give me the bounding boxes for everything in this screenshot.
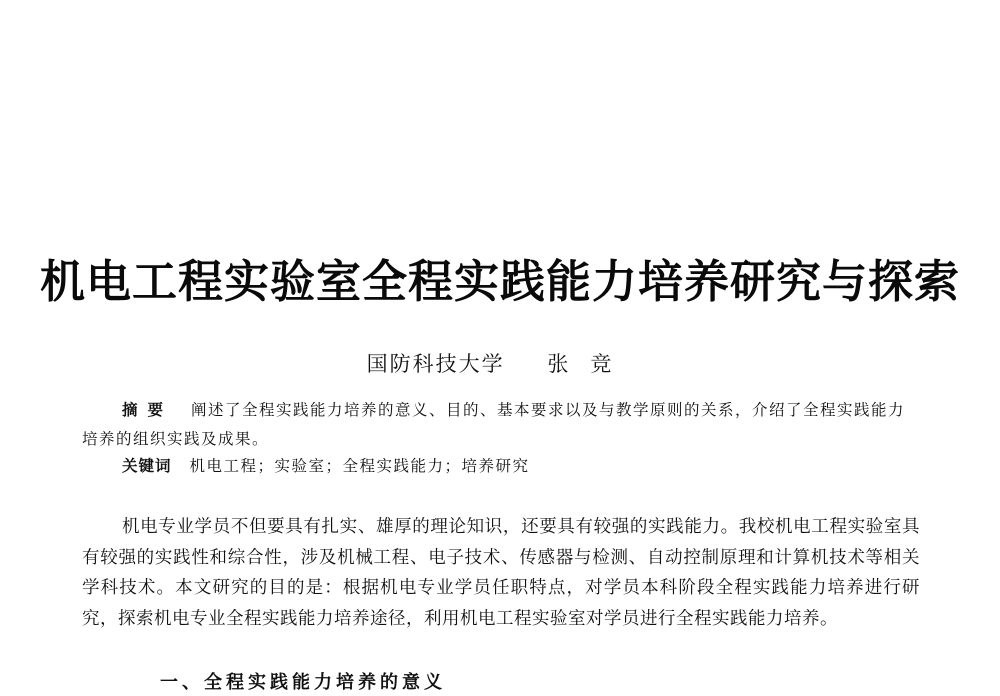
keywords-text: 机电工程；实验室；全程实践能力；培养研究	[189, 457, 530, 475]
body-paragraph: 机电专业学员不但要具有扎实、雄厚的理论知识，还要具有较强的实践能力。我校机电工程实验室具有较强的实践性和综合性，涉及机械工程、电子技术、传感器与检测、自动控制原理和计算机技术等相关学科技术。本文研究的目的是：根据机电专业学员任职特点，对学员本科阶段全程实践能力培养进行研究，探索机电专业全程实践能力培养途径，利用机电工程实验室对学员进行全程实践能力培养。	[82, 517, 920, 629]
keywords-label: 关键词	[122, 457, 172, 475]
abstract-text: 阐述了全程实践能力培养的意义、目的、基本要求以及与教学原则的关系，介绍了全程实践能力培养的组织实践及成果。	[82, 401, 906, 448]
author-line	[0, 349, 1000, 379]
keywords	[82, 452, 920, 481]
abstract-label: 摘要	[122, 401, 174, 419]
author-name: 张竞	[547, 352, 634, 376]
author-affiliation: 国防科技大学	[366, 352, 505, 376]
paper-title: 机电工程实验室全程实践能力培养研究与探索	[39, 255, 960, 309]
section-heading: 一、全程实践能力培养的意义	[160, 672, 446, 693]
abstract	[82, 396, 920, 454]
